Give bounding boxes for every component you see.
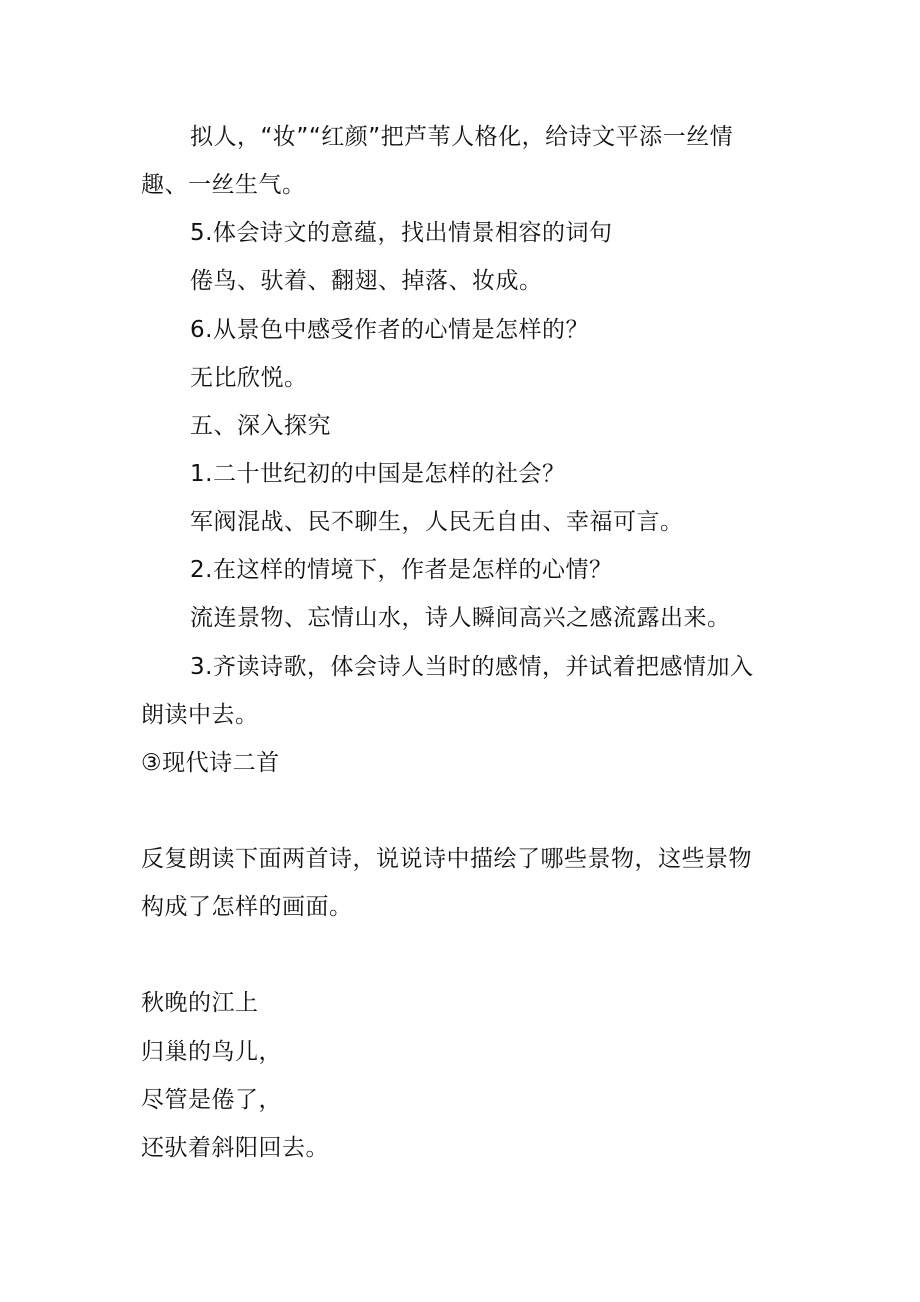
- answer-6: 无比欣悦。: [190, 365, 308, 391]
- paragraph-personification-line-2: 趣、一丝生气。: [141, 172, 306, 198]
- lesson-heading: ③现代诗二首: [141, 750, 280, 776]
- instruction-line-2: 构成了怎样的画面。: [141, 894, 353, 920]
- question-1: 1.二十世纪初的中国是怎样的社会？: [190, 461, 566, 487]
- poem-line-1: 归巢的鸟儿，: [141, 1039, 282, 1065]
- poem-line-2: 尽管是倦了，: [141, 1087, 282, 1113]
- instruction-line-1: 反复朗读下面两首诗，说说诗中描绘了哪些景物，这些景物: [141, 846, 752, 872]
- section-heading-5: 五、深入探究: [190, 413, 331, 439]
- paragraph-personification-line-1: 拟人，“妆”“红颜”把芦苇人格化，给诗文平添一丝情: [190, 124, 734, 150]
- poem-line-3: 还驮着斜阳回去。: [141, 1135, 329, 1161]
- answer-1: 军阀混战、民不聊生，人民无自由、幸福可言。: [190, 509, 684, 535]
- answer-2: 流连景物、忘情山水，诗人瞬间高兴之感流露出来。: [190, 605, 731, 631]
- question-6: 6.从景色中感受作者的心情是怎样的？: [190, 317, 589, 343]
- answer-5: 倦鸟、驮着、翻翅、掉落、妆成。: [190, 268, 543, 294]
- question-3-line-1: 3.齐读诗歌，体会诗人当时的感情，并试着把感情加入: [190, 654, 754, 680]
- question-2: 2.在这样的情境下，作者是怎样的心情？: [190, 557, 613, 583]
- question-3-line-2: 朗读中去。: [141, 702, 259, 728]
- question-5: 5.体会诗文的意蕴，找出情景相容的词句: [190, 220, 613, 246]
- poem-title: 秋晚的江上: [141, 990, 259, 1016]
